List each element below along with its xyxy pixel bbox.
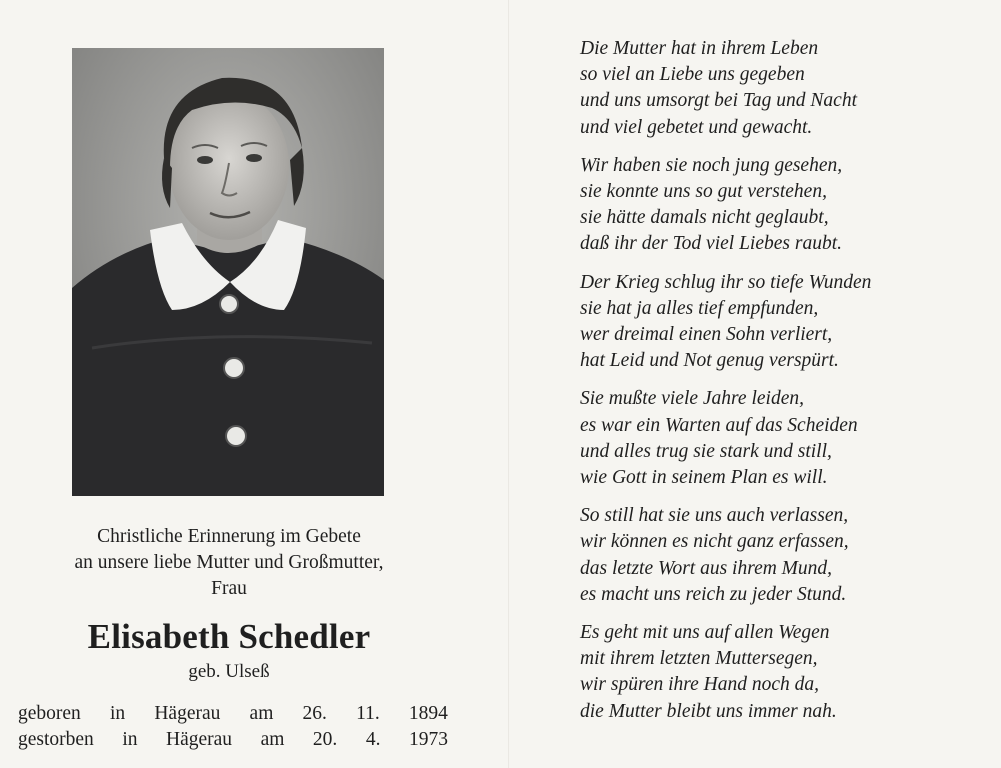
dedication-line: Christliche Erinnerung im Gebete bbox=[97, 526, 361, 547]
date-word: am bbox=[249, 703, 274, 724]
poem-line: Es geht mit uns auf allen Wegen bbox=[580, 622, 830, 644]
poem-line: und alles trug sie stark und still, bbox=[580, 440, 832, 462]
date-word: in bbox=[122, 729, 138, 750]
poem-line: Sie mußte viele Jahre leiden, bbox=[580, 388, 804, 410]
poem-line: so viel an Liebe uns gegeben bbox=[580, 64, 805, 86]
date-word: 1973 bbox=[408, 729, 448, 750]
dedication-line: Frau bbox=[211, 578, 247, 599]
dedication-text bbox=[0, 524, 458, 602]
memorial-poem bbox=[580, 36, 985, 737]
poem-line: Die Mutter hat in ihrem Leben bbox=[580, 38, 819, 59]
poem-stanza bbox=[580, 386, 985, 491]
date-word: gestorben bbox=[18, 729, 94, 750]
poem-line: wir können es nicht ganz erfassen, bbox=[580, 531, 849, 553]
poem-stanza bbox=[580, 36, 985, 141]
date-word: 1894 bbox=[408, 703, 448, 724]
death-date-row bbox=[18, 727, 448, 753]
poem-line: wer dreimal einen Sohn verliert, bbox=[580, 324, 833, 346]
date-word: 4. bbox=[365, 729, 381, 750]
poem-line: Wir haben sie noch jung gesehen, bbox=[580, 154, 843, 176]
fold-line bbox=[508, 0, 510, 768]
date-word: am bbox=[260, 729, 285, 750]
poem-stanza bbox=[580, 270, 985, 375]
poem-line: wir spüren ihre Hand noch da, bbox=[580, 674, 820, 696]
poem-line: sie hat ja alles tief empfunden, bbox=[580, 297, 819, 319]
poem-stanza bbox=[580, 153, 985, 258]
date-word: 11. bbox=[356, 703, 380, 724]
life-dates bbox=[18, 701, 448, 753]
date-word: in bbox=[109, 703, 126, 724]
deceased-name: Elisabeth Schedler bbox=[87, 617, 371, 656]
poem-line: wie Gott in seinem Plan es will. bbox=[580, 467, 828, 489]
poem-line: sie konnte uns so gut verstehen, bbox=[580, 181, 827, 203]
poem-line: mit ihrem letzten Muttersegen, bbox=[580, 648, 818, 670]
birth-date-row bbox=[18, 701, 448, 727]
poem-line: hat Leid und Not genug verspürt. bbox=[580, 350, 839, 372]
portrait-image bbox=[72, 48, 384, 496]
poem-stanza bbox=[580, 620, 985, 725]
birth-name: geb. Ulseß bbox=[188, 661, 270, 682]
poem-line: und viel gebetet und gewacht. bbox=[580, 116, 813, 138]
poem-line: es macht uns reich zu jeder Stund. bbox=[580, 583, 847, 605]
date-word: Hägerau bbox=[166, 729, 233, 750]
date-word: Hägerau bbox=[154, 703, 221, 724]
poem-line: daß ihr der Tod viel Liebes raubt. bbox=[580, 233, 842, 255]
date-word: geboren bbox=[18, 703, 81, 724]
date-word: 26. bbox=[302, 703, 327, 724]
poem-stanza bbox=[580, 503, 985, 608]
date-word: 20. bbox=[312, 729, 338, 750]
portrait-photo bbox=[72, 48, 384, 496]
poem-line: das letzte Wort aus ihrem Mund, bbox=[580, 557, 833, 579]
dedication-line: an unsere liebe Mutter und Großmutter, bbox=[74, 552, 384, 573]
poem-line: und uns umsorgt bei Tag und Nacht bbox=[580, 90, 857, 112]
poem-line: es war ein Warten auf das Scheiden bbox=[580, 414, 858, 436]
poem-line: die Mutter bleibt uns immer nah. bbox=[580, 700, 837, 722]
poem-line: sie hätte damals nicht geglaubt, bbox=[580, 207, 829, 229]
poem-line: So still hat sie uns auch verlassen, bbox=[580, 505, 849, 527]
poem-line: Der Krieg schlug ihr so tiefe Wunden bbox=[580, 271, 872, 293]
